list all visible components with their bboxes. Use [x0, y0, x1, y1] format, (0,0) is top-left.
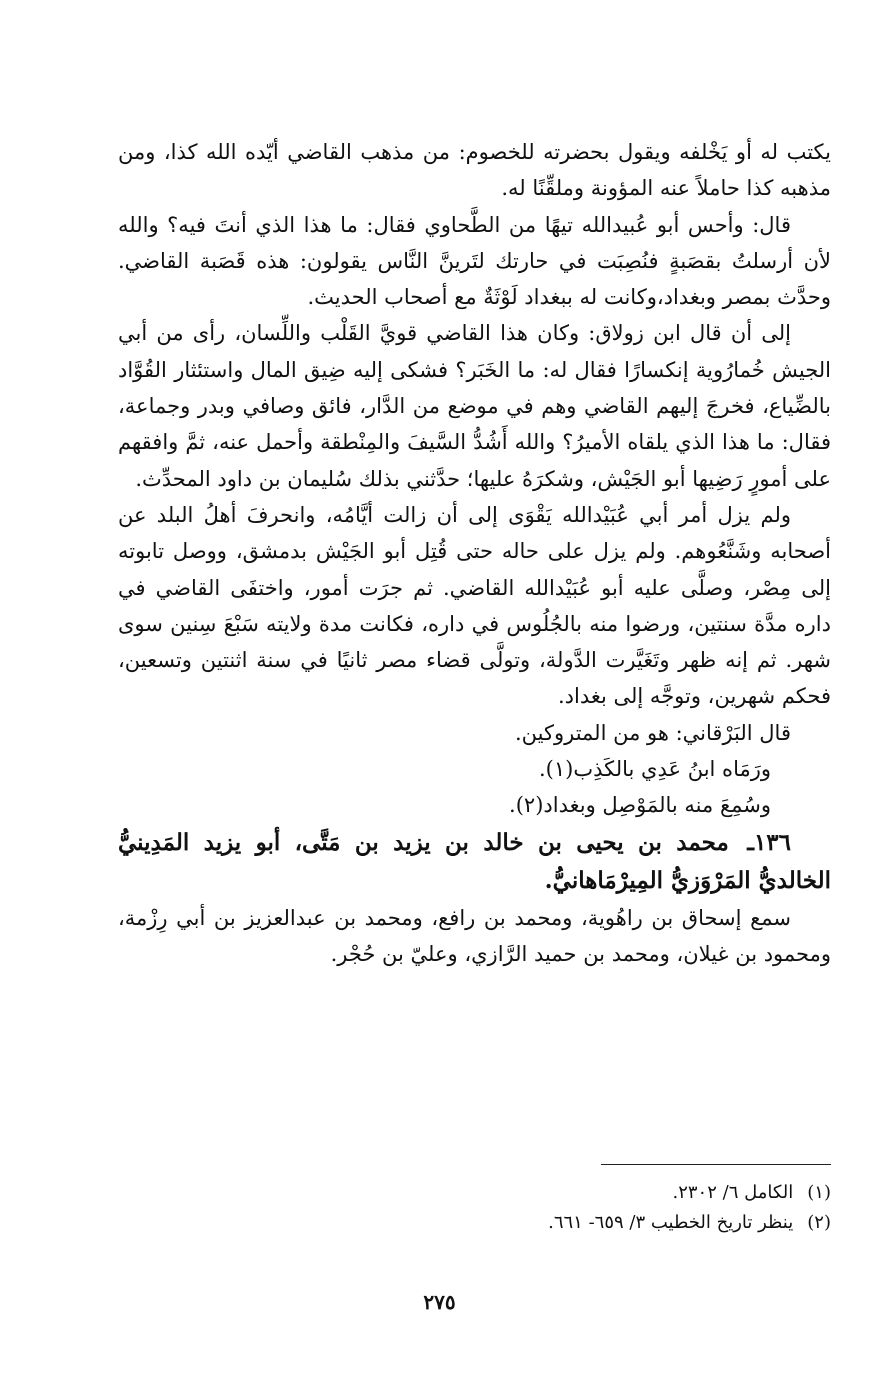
quote-2: ورَمَاه ابنُ عَدِي بالكَذِب(١). — [539, 757, 771, 782]
footnote-1 — [118, 1178, 831, 1208]
main-text — [118, 134, 831, 972]
footnote-mark: (١) — [807, 1182, 831, 1203]
footnotes — [118, 1178, 831, 1238]
paragraph-2: قال: وأحس أبو عُبيدالله تيهًا من الطَّحاوي فقال: ما هذا الذي أنتَ فيه؟ والله لأن أرسلتُ بقصَبةٍ فنُصِبَت في حارتك لتَرينَّ النَّاس يقولون: هذه قَصَبة القاضي. وحدَّث بمصر وبغداد،وكانت له ببغداد لَوْثَةٌ مع أصحاب الحديث. — [118, 212, 831, 310]
footnote-text: الكامل ٦/ ٢٣٠٢. — [672, 1182, 794, 1203]
entry-heading — [118, 824, 831, 900]
paragraph-3: إلى أن قال ابن زولاق: وكان هذا القاضي قويَّ القَلْب واللِّسان، رأى من أبي الجيش خُمارُوية إنكسارًا فقال له: ما الخَبَر؟ فشكى إليه ضِيق المال واستئثار القُوَّاد بالضِّياع، فخرجَ إليهم القاضي وهم في موضع من الدَّار، فائق وصافي وبدر وجماعة، فقال: ما هذا الذي يلقاه الأميرُ؟ والله أَشُدُّ السَّيفَ والمِنْطقة وأحمل عنه، ثمَّ وافقهم على أمورٍ رَضِيها أبو الجَيْش، وشكرَهُ عليها؛ حدَّثني بذلك سُليمان بن داود المحدِّث. — [118, 321, 831, 491]
entry-heading-text: محمد بن يحيى بن خالد بن يزيد بن مَتَّى، أبو يزيد المَدِينيُّ الخالديُّ المَرْوَزيُّ المِيرْمَاهانيُّ. — [118, 828, 831, 894]
entry-number: ١٣٦ـ — [747, 828, 791, 856]
paragraph-1: يكتب له أو يَخْلفه ويقول بحضرته للخصوم: من مذهب القاضي أيّده الله كذا، ومن مذهبه كذا حاملاً عنه المؤونة وملقِّنًا له. — [118, 140, 831, 201]
quote-3: وسُمِعَ منه بالمَوْصِل وبغداد(٢). — [509, 793, 771, 818]
footnote-2 — [118, 1208, 831, 1238]
paragraph-4: ولم يزل أمر أبي عُبَيْدالله يَقْوَى إلى أن زالت أيَّامُه، وانحرفَ أهلُ البلد عن أصحابه وشَنَّعُوهم. ولم يزل على حاله حتى قُتِل أبو الجَيْش بدمشق، ووصل تابوته إلى مِصْر، وصلَّى عليه أبو عُبَيْدالله القاضي. ثم جرَت أمور، واختفَى القاضي في داره مدَّة سنتين، ورضوا منه بالجُلُوس في داره، فكانت مدة ولايته سَبْعَ سِنين سوى شهر. ثم إنه ظهر وتَغَيَّرت الدَّولة، وتولَّى قضاء مصر ثانيًا في سنة اثنتين وتسعين، فحكم شهرين، وتوجَّه إلى بغداد. — [118, 502, 831, 709]
quote-1: قال البَرْقاني: هو من المتروكين. — [514, 720, 791, 745]
page-number: ٢٧٥ — [423, 1290, 456, 1314]
footnote-divider — [601, 1164, 831, 1165]
entry-body: سمع إسحاق بن راهُوية، ومحمد بن رافع، ومحمد بن عبدالعزيز بن أبي رِزْمة، ومحمود بن غيلان، ومحمد بن حميد الرَّازي، وعليّ بن حُجْر. — [118, 905, 831, 966]
footnote-text: ينظر تاريخ الخطيب ٣/ ٦٥٩- ٦٦١. — [548, 1212, 794, 1233]
footnote-mark: (٢) — [807, 1212, 831, 1233]
